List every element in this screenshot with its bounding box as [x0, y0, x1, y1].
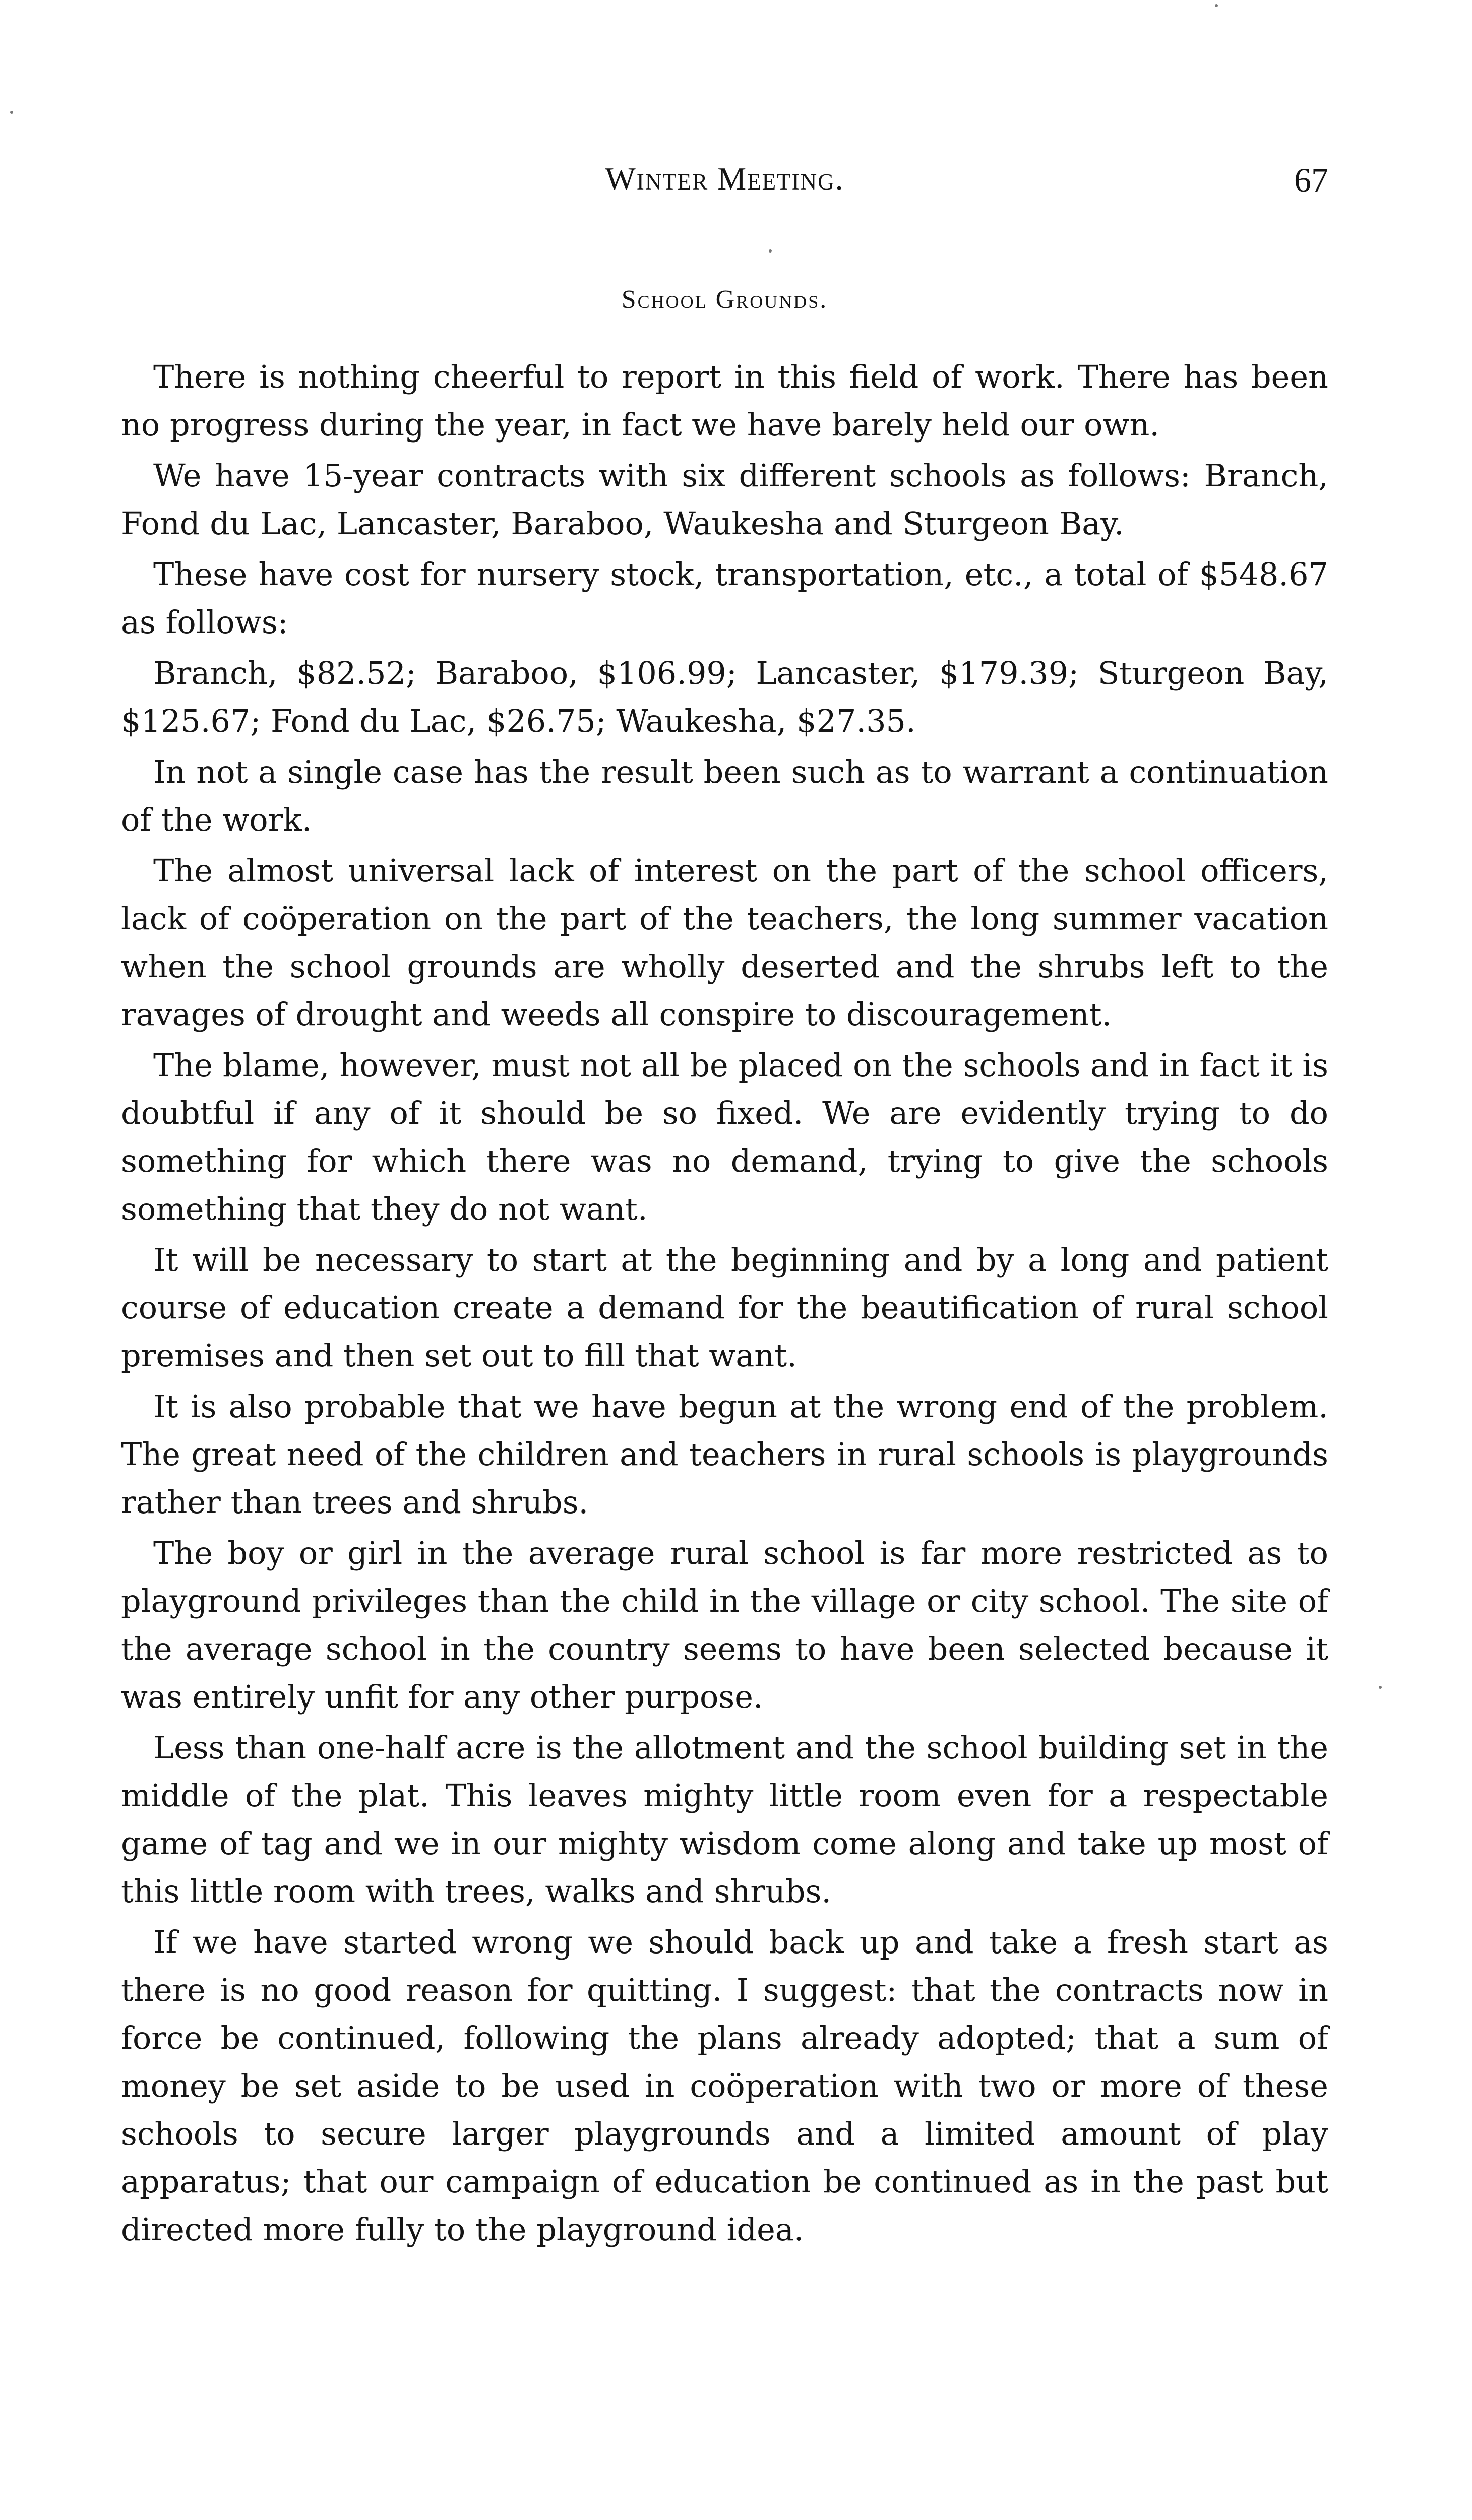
page-number: 67 [1294, 161, 1328, 199]
body-text [121, 353, 1328, 2256]
paragraph-10: The boy or girl in the average rural school is far more restricted as to playground privileges than the child in the village or city school. The site of the average school in the country seems to have been selected because it was entirely unfit for any other purpose. [121, 1535, 1328, 1715]
paragraph-7: The blame, however, must not all be placed on the schools and in fact it is doubtful if any of it should be so fixed. We are evidently trying to do something for which there was no demand, trying to give the schools something that they do not want. [121, 1047, 1328, 1227]
running-title: Winter Meeting. [605, 161, 844, 197]
paragraph-12: If we have started wrong we should back up and take a fresh start as there is no good reason for quitting. I suggest: that the contracts now in force be continued, following the plans already adopted; that a sum of money be set aside to be used in coöperation with two or more of these schools to secure larger playgrounds and a limited amount of play apparatus; that our campaign of education be continued as in the past but directed more fully to the playground idea. [121, 1924, 1328, 2248]
scan-speck [10, 111, 13, 114]
paragraph-9: It is also probable that we have begun at the wrong end of the problem. The great need of the children and teachers in rural schools is playgrounds rather than trees and shrubs. [121, 1388, 1328, 1521]
scan-speck [1215, 4, 1218, 7]
paragraph-1: There is nothing cheerful to report in this field of work. There has been no progress during the year, in fact we have barely held our own. [121, 358, 1328, 443]
paragraph-8: It will be necessary to start at the beginning and by a long and patient course of education create a demand for the beautification of rural school premises and then set out to fill that want. [121, 1241, 1328, 1374]
paragraph-6: The almost universal lack of interest on the part of the school officers, lack of coöperation on the part of the teachers, the long summer vacation when the school grounds are wholly deserted and the shrubs left to the ravages of drought and weeds all conspire to discouragement. [121, 852, 1328, 1033]
paragraph-5: In not a single case has the result been such as to warrant a continuation of the work. [121, 753, 1328, 838]
scan-speck [1379, 1686, 1382, 1689]
section-title: School Grounds. [621, 285, 828, 314]
running-head [121, 160, 1328, 206]
paragraph-2: We have 15-year contracts with six different schools as follows: Branch, Fond du Lac, Lancaster, Baraboo, Waukesha and Sturgeon Bay. [121, 457, 1328, 542]
scan-speck [769, 249, 772, 253]
paragraph-4: Branch, $82.52; Baraboo, $106.99; Lancaster, $179.39; Sturgeon Bay, $125.67; Fond du Lac, $26.75; Waukesha, $27.35. [121, 655, 1328, 739]
paragraph-3: These have cost for nursery stock, transportation, etc., a total of $548.67 as follows: [121, 556, 1328, 641]
paragraph-11: Less than one-half acre is the allotment and the school building set in the middle of the plat. This leaves mighty little room even for a respectable game of tag and we in our mighty wisdom come along and take up most of this little room with trees, walks and shrubs. [121, 1729, 1328, 1910]
